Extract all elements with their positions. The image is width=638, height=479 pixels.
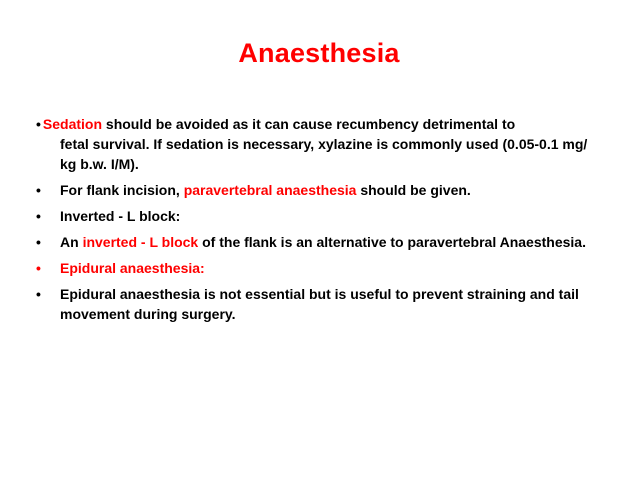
- highlight-paravertebral: paravertebral anaesthesia: [183, 182, 357, 198]
- bullet-marker: •: [36, 116, 41, 132]
- bullet-text: Inverted - L block:: [60, 208, 181, 224]
- bullet-text: should be given.: [356, 182, 471, 198]
- bullet-marker: •: [36, 234, 41, 250]
- bullet-epidural-heading: [36, 258, 606, 278]
- bullet-marker: •: [36, 260, 41, 276]
- bullet-text: An: [60, 234, 83, 250]
- bullet-list: [36, 114, 606, 330]
- bullet-epidural: [36, 284, 606, 324]
- bullet-flank-incision: [36, 180, 606, 200]
- bullet-text: of the flank is an alternative to paravertebral Anaesthesia.: [198, 234, 586, 250]
- bullet-text: Epidural anaesthesia is not essential but is useful to prevent straining and tail movement during surgery.: [60, 286, 579, 322]
- bullet-text-continued: fetal survival. If sedation is necessary, xylazine is commonly used (0.05-0.1 mg/ kg b.w. I/M).: [60, 136, 588, 172]
- bullet-sedation: [36, 114, 606, 174]
- bullet-inverted-l-block: [36, 232, 606, 252]
- bullet-marker: •: [36, 182, 41, 198]
- highlight-epidural: Epidural anaesthesia:: [60, 260, 205, 276]
- highlight-sedation: Sedation: [42, 116, 103, 132]
- bullet-marker: •: [36, 286, 41, 302]
- bullet-marker: •: [36, 208, 41, 224]
- bullet-text: should be avoided as it can cause recumbency detrimental to: [102, 116, 516, 132]
- slide-title: Anaesthesia: [238, 38, 400, 68]
- bullet-text: For flank incision,: [60, 182, 184, 198]
- highlight-inverted-l-block: inverted - L block: [82, 234, 199, 250]
- bullet-inverted-l-heading: [36, 206, 606, 226]
